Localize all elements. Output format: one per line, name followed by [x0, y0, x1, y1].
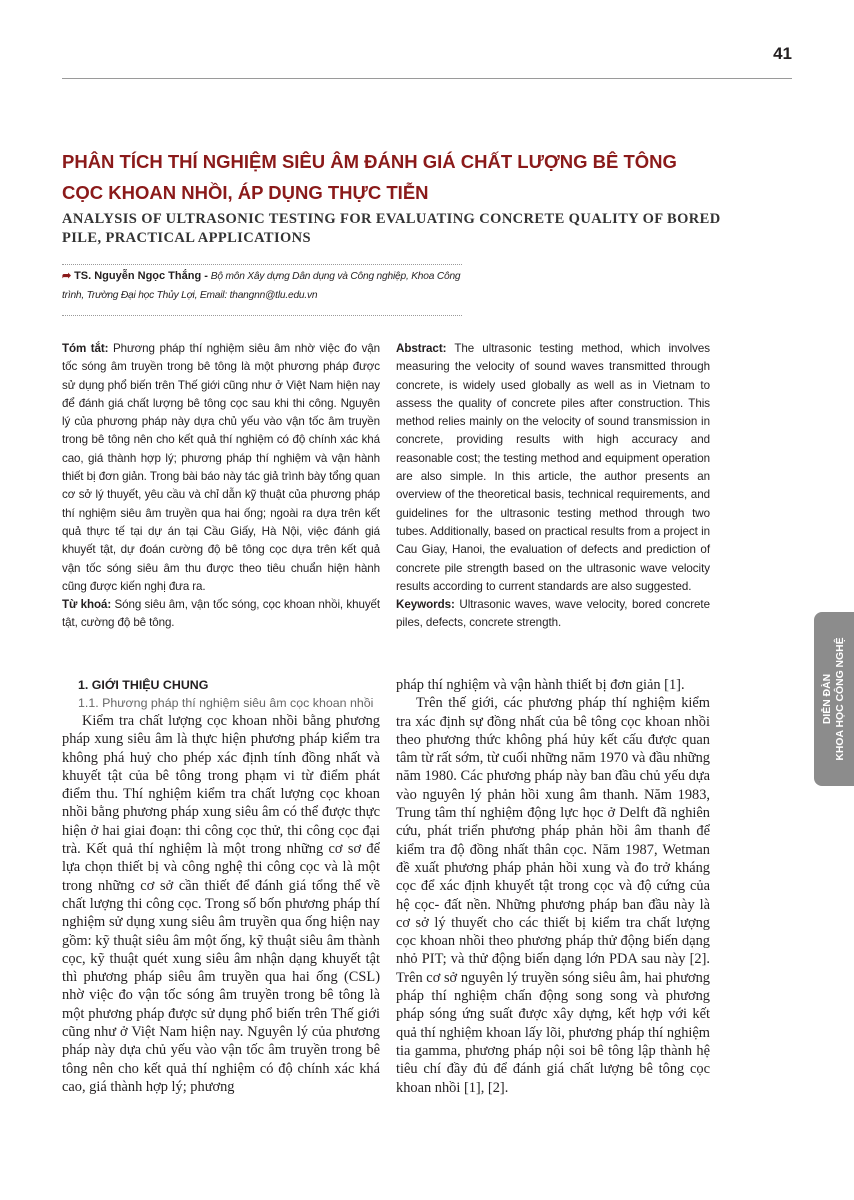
- body-paragraph-2: Trên thế giới, các phương pháp thí nghiệm kiểm tra xác định sự đồng nhất của bê tông cọc khoan nhồi theo phương thức không phá hủy kết cấu được quan tâm từ rất sớm, từ cuối những năm 1970 và đầu những năm 1980. Các phương pháp này ban đầu chủ yếu dựa vào nguyên lý phản hồi xung âm thanh. Năm 1983, Trung tâm thí nghiệm động lực học ở Delft đã nghiên cứu, phát triển phương pháp phản hồi âm thanh để kiểm tra độ đồng nhất thân cọc. Năm 1987, Wetman đề xuất phương pháp phản hồi xung và đo trở kháng cọc để xác định khuyết tật trong cọc và độ cứng của hệ cọc- đất nền. Những phương pháp ban đầu này là cơ sở lý thuyết cho các thiết bị kiểm tra chất lượng cọc khoan nhồi theo phương pháp thử động biến dạng nhỏ PIT; và thử động biến dạng lớn PDA sau này [2]. Trên cơ sở nguyên lý truyền sóng siêu âm, hai phương pháp thí nghiệm chấn động song song và phương pháp sóng ứng suất được xây dựng, kết hợp với kết quả thí nghiệm khoan lấy lõi, phương pháp thí nghiệm tia gamma, phương pháp nội soi bê tông lập thành hệ tiêu chí đầy đủ để đánh giá chất lượng bê tông cọc khoan nhồi [1], [2].: [396, 695, 710, 1096]
- abstract-vi-text: Phương pháp thí nghiệm siêu âm nhờ việc đo vận tốc sóng âm truyền trong bê tông là một phương pháp được sử dụng phổ biến trên Thế giới cũng như ở Việt Nam hiện nay để đánh giá chất lượng bê tông cọc sau khi thi công. Nguyên lý của phương pháp này dựa chủ yếu vào vận tốc âm truyền trong bê tông nên cho kết quả thí nghiệm có độ chính xác khá cao, giá thành hợp lý; phương pháp thí nghiệm và vận hành thiết bị đơn giản. Trong bài báo này tác giả trình bày tổng quan cơ sở lý thuyết, yêu cầu và chỉ dẫn kỹ thuật của phương pháp thí nghiệm siêu âm truyền qua hai ống; ngoài ra dựa trên kết quả thực tế tại dự án tại Cầu Giấy, Hà Nội, việc đánh giá khuyết tật, dự đoán cường độ bê tông cọc dựa trên kết quả vận tốc sóng siêu âm thu được theo tiêu chuẩn hiện hành cũng được kiến nghị đưa ra.: [62, 342, 380, 593]
- author-name: TS. Nguyễn Ngọc Thắng -: [74, 270, 208, 282]
- section-heading: 1. GIỚI THIỆU CHUNG: [78, 678, 209, 692]
- abstract-english: [396, 340, 710, 633]
- body-column-right: [396, 676, 710, 1097]
- author-affiliation: Bộ môn Xây dựng Dân dụng và Công nghiệp, Khoa Công trình, Trường Đại học Thủy Lợi, Email: thangnn@tlu.edu.vn: [62, 271, 461, 301]
- keywords-vi-label: Từ khoá:: [62, 598, 112, 612]
- abstract-vietnamese: [62, 340, 380, 633]
- abstract-en-text: The ultrasonic testing method, which involves measuring the velocity of sound waves transmitted through concrete, is widely used globally as well as in Vietnam to assess the quality of concrete piles after construction. This method relies mainly on the velocity of sound transmission in concrete, providing results with high accuracy and reasonable cost; the testing method and equipment operation are also simple. In this article, the author presents an overview of the theoretical basis, technical requirements, and guidelines for the ultrasonic testing method through two tubes. Additionally, based on practical results from a project in Cau Giay, Hanoi, the evaluation of defects and prediction of concrete pile strength based on the ultrasonic wave velocity results according to current standards are also suggested.: [396, 342, 710, 593]
- side-tab-line-1: DIỄN ĐÀN: [822, 673, 833, 725]
- side-tab-text: [821, 637, 847, 760]
- subsection-heading: 1.1. Phương pháp thí nghiệm siêu âm cọc khoan nhồi: [78, 696, 374, 710]
- article-title-vietnamese: PHÂN TÍCH THÍ NGHIỆM SIÊU ÂM ĐÁNH GIÁ CHẤT LƯỢNG BÊ TÔNG CỌC KHOAN NHỒI, ÁP DỤNG THỰC TIỄN: [62, 151, 677, 203]
- header-rule: [62, 78, 792, 79]
- abstract-vi-paragraph: [62, 340, 380, 596]
- article-title-english: ANALYSIS OF ULTRASONIC TESTING FOR EVALUATING CONCRETE QUALITY OF BORED PILE, PRACTICAL APPLICATIONS: [62, 211, 721, 246]
- keywords-en-label: Keywords:: [396, 598, 455, 612]
- section-side-tab: [814, 612, 854, 786]
- author-arrow-icon: ➦: [62, 270, 72, 282]
- body-column-left: [62, 676, 380, 1096]
- keywords-vi-paragraph: [62, 596, 380, 633]
- side-tab-line-2: KHOA HỌC CÔNG NGHỆ: [835, 637, 846, 761]
- keywords-vi-text: Sóng siêu âm, vận tốc sóng, cọc khoan nhồi, khuyết tật, cường độ bê tông.: [62, 598, 380, 630]
- body-paragraph-1-continued: pháp thí nghiệm và vận hành thiết bị đơn giản [1].: [396, 677, 685, 693]
- keywords-en-paragraph: [396, 596, 710, 633]
- abstract-en-label: Abstract:: [396, 342, 447, 355]
- abstract-vi-label: Tóm tắt:: [62, 342, 109, 355]
- keywords-en-text: Ultrasonic waves, wave velocity, bored concrete piles, defects, concrete strength.: [396, 598, 710, 630]
- body-paragraph-1: Kiểm tra chất lượng cọc khoan nhồi bằng phương pháp xung siêu âm là thực hiện phương pháp kiểm tra không phá huỷ cho phép xác định tính đồng nhất và khuyết tật của bê tông trong phạm vi từ điểm phát điểm thu. Thí nghiệm kiểm tra chất lượng cọc khoan nhồi bằng phương pháp xung siêu âm có thể được thực hiện ở hai giai đoạn: thi công cọc thử, thi công cọc đại trà. Kết quả thí nghiệm là một trong những cơ sơ để lựa chọn thiết bị và công nghệ thi công cọc và là một trong những cơ sở cần thiết để đánh giá tổng thể về chất lượng thi công cọc. Trong số bốn phương pháp thí nghiệm sử dụng xung siêu âm truyền qua ống hiện nay gồm: kỹ thuật siêu âm một ống, kỹ thuật siêu âm thành cọc, kỹ thuật quét xung siêu âm nhận dạng khuyết tật thì phương pháp siêu âm truyền qua hai ống (CSL) nhờ việc đo vận tốc sóng âm truyền trong bê tông là một phương pháp được sử dụng phổ biến trên Thế giới cũng như ở Việt Nam hiện nay. Nguyên lý của phương pháp này dựa chủ yếu vào vận tốc âm truyền trong bê tông nên cho kết quả thí nghiệm có độ chính xác khá cao, giá thành hợp lý; phương: [62, 713, 380, 1095]
- page-number: 41: [773, 44, 792, 63]
- abstract-en-paragraph: [396, 340, 710, 596]
- author-block: [62, 264, 462, 316]
